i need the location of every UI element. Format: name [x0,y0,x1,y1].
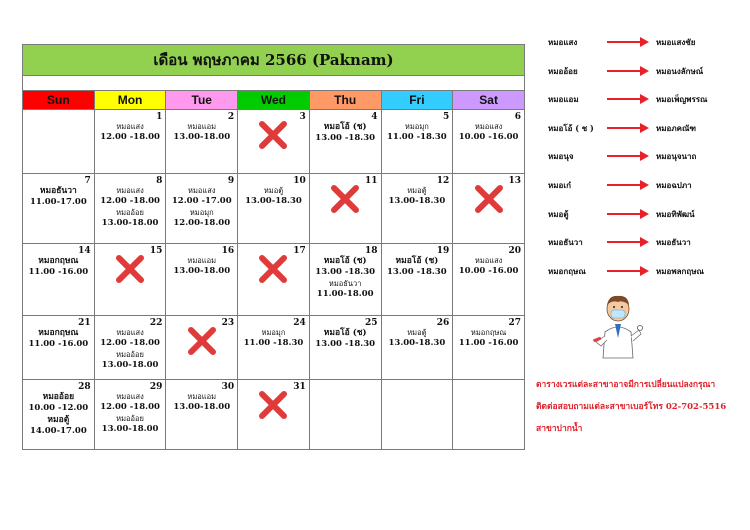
shift-doctor: หมอกฤษณ [38,256,79,266]
weekday-header-tue: Tue [166,91,238,110]
legend-row [548,34,748,50]
shift-time: 11.00 -16.00 [28,339,89,350]
calendar-day-10 [238,174,310,244]
weekday-header-mon: Mon [94,91,166,110]
calendar [22,44,525,450]
calendar-day-8 [94,174,166,244]
contact-note-line: ตารางเวรแต่ละสาขาอาจมีการเปลี่ยนแปลงกรุณา [536,380,716,390]
legend-row [548,63,748,79]
calendar-title: เดือน พฤษภาคม 2566 (Paknam) [22,44,525,76]
calendar-day-28 [23,380,95,450]
legend-full-name: หมอภคณัฑ [656,123,697,133]
shift-doctor: หมอแอม [187,256,217,265]
day-number: 18 [364,246,378,256]
day-number: 30 [221,382,235,392]
shift-time: 13.00 -18.30 [315,267,376,278]
shift-time: 10.00 -12.00 [28,403,89,414]
calendar-day-22 [94,316,166,380]
shift-doctor: หมออ้อย [116,413,144,423]
legend-short-name: หมอแอม [548,94,579,104]
calendar-day-31 [238,380,310,450]
weekday-header-row [23,91,525,110]
shift-doctor: หมออ้อย [116,349,144,359]
shift-time: 13.00-18.30 [245,196,302,207]
shift-time: 13.00 -18.30 [387,267,447,278]
closed-x-icon [258,390,288,420]
day-number: 13 [508,176,521,186]
legend-row [548,148,748,164]
shift-time: 12.00 -18.00 [100,196,160,207]
legend-row [548,263,748,279]
shift-time: 13.00-18.00 [173,266,231,277]
shift-doctor: หมอธันวา [39,186,77,196]
calendar-day-16 [166,244,238,316]
calendar-grid [22,90,525,450]
day-number: 9 [227,176,235,186]
legend-short-name: หมอโอ้ ( ช ) [548,123,594,133]
shift-doctor: หมอแสง [474,256,503,265]
shift-doctor: หมอแสง [116,122,144,131]
weekday-header-wed: Wed [238,91,310,110]
shift-time: 11.00 -18.30 [387,132,447,143]
red-arrow-icon [606,93,650,105]
shift-doctor: หมอแสง [474,122,503,131]
shift-time: 13.00-18.00 [101,423,159,434]
shift-time: 11.00 -16.00 [28,267,89,278]
red-arrow-icon [606,208,650,220]
legend-full-name: หมอฉปภา [656,180,692,190]
shift-doctor: หมอแสง [116,328,144,337]
shift-doctor: หมอตู้ [407,328,427,337]
calendar-day-27 [453,316,525,380]
red-arrow-icon [606,36,650,48]
day-number: 26 [436,318,450,328]
shift-doctor: หมอโอ้ (ช) [323,328,367,338]
shift-time: 13.00-18.00 [101,359,159,370]
closed-x-icon [258,120,288,150]
closed-x-icon [474,184,504,214]
day-number: 25 [364,318,378,328]
calendar-day-9 [166,174,238,244]
shift-time: 10.00 -16.00 [458,132,519,143]
shift-time: 13.00-18.00 [101,217,159,228]
legend-full-name: หมอธันวา [656,237,691,247]
shift-doctor: หมอแอม [187,392,217,401]
legend-short-name: หมอธันวา [548,237,583,247]
calendar-day-20 [453,244,525,316]
closed-x-icon [330,184,360,214]
calendar-day-2 [166,110,238,174]
title-spacer [22,76,525,90]
shift-doctor: หมอแสง [116,186,144,195]
shift-doctor: หมอธันวา [328,278,362,288]
day-number: 14 [78,246,91,256]
calendar-day-3 [238,110,310,174]
calendar-day-21 [23,316,95,380]
shift-doctor: หมอแสง [116,392,144,401]
shift-doctor: หมอตู้ [263,186,284,195]
weekday-header-fri: Fri [381,91,453,110]
shift-time: 12.00 -18.00 [100,338,160,349]
day-number: 29 [149,382,163,392]
legend-short-name: หมอเก๋ [548,180,571,190]
closed-x-icon [115,254,145,284]
legend-row [548,91,748,107]
calendar-day-30 [166,380,238,450]
shift-doctor: หมอมุก [404,122,429,131]
legend-full-name: หมอนงลักษณ์ [656,66,704,76]
day-number: 20 [508,246,521,256]
shift-time: 12.00 -18.00 [100,132,160,143]
shift-list [453,110,524,144]
calendar-day-5 [381,110,453,174]
legend-row [548,120,748,136]
day-number: 17 [293,246,306,256]
closed-x-icon [258,254,288,284]
red-arrow-icon [606,65,650,77]
calendar-day-24 [238,316,310,380]
day-number: 21 [78,318,91,328]
calendar-day-4 [309,110,381,174]
day-number: 10 [293,176,306,186]
day-number: 6 [514,112,521,122]
day-number: 11 [364,176,378,186]
shift-doctor: หมอโอ้ (ช) [323,256,367,266]
calendar-day-empty [309,380,381,450]
red-arrow-icon [606,265,650,277]
red-arrow-icon [606,236,650,248]
shift-time: 13.00-18.30 [388,338,446,349]
shift-time: 13.00 -18.30 [315,339,376,350]
calendar-day-empty [453,380,525,450]
day-number: 22 [149,318,163,328]
closed-marker [238,110,309,150]
shift-doctor: หมอตู้ [47,414,70,425]
shift-time: 12.00-18.00 [173,217,231,228]
legend-full-name: หมอแสงชัย [656,37,696,47]
weekday-header-thu: Thu [309,91,381,110]
contact-notes [536,374,748,440]
shift-time: 14.00-17.00 [29,426,87,437]
shift-doctor: หมอโอ้ (ช) [395,256,439,266]
day-number: 31 [293,382,306,392]
legend-full-name: หมอเพ็ญพรรณ [656,94,708,104]
day-number: 24 [293,318,306,328]
shift-list [166,110,237,144]
shift-doctor: หมออ้อย [116,207,144,217]
shift-doctor: หมอกฤษณ [470,328,507,337]
shift-time: 11.00 -18.30 [243,338,304,349]
shift-doctor: หมอมุก [261,328,286,337]
shift-doctor: หมอแอม [187,122,217,131]
legend-full-name: หมอทิพัฒน์ [656,209,695,219]
shift-time: 13.00 -18.30 [315,133,376,144]
day-number: 27 [508,318,521,328]
day-number: 3 [299,112,306,122]
shift-list [310,110,381,145]
legend-short-name: หมอแสง [548,37,578,47]
legend-short-name: หมออ้อย [548,66,578,76]
shift-doctor: หมอกฤษณ [38,328,79,338]
legend-short-name: หมอนุจ [548,151,574,161]
contact-note-line: ติดต่อสอบถามแต่ละสาขาเบอร์โทร 02-702-5516 [536,402,727,412]
calendar-week-row [23,380,525,450]
shift-list [166,174,237,229]
shift-time: 13.00-18.00 [173,402,231,413]
legend-full-name: หมอนุจนาถ [656,151,697,161]
red-arrow-icon [606,179,650,191]
day-number: 5 [442,112,450,122]
calendar-day-empty [23,110,95,174]
calendar-day-23 [166,316,238,380]
calendar-day-15 [94,244,166,316]
calendar-day-25 [309,316,381,380]
legend-row [548,234,748,250]
calendar-day-12 [381,174,453,244]
shift-list [95,110,166,144]
calendar-week-row [23,244,525,316]
day-number: 12 [436,176,450,186]
legend-row [548,177,748,193]
doctor-illustration-icon [593,292,643,360]
calendar-week-row [23,110,525,174]
day-number: 1 [156,112,163,122]
day-number: 2 [227,112,235,122]
shift-time: 12.00 -17.00 [171,196,232,207]
weekday-header-sun: Sun [23,91,95,110]
calendar-day-26 [381,316,453,380]
legend-short-name: หมอกฤษณ [548,266,586,276]
shift-time: 13.00-18.00 [173,132,231,143]
day-number: 8 [156,176,163,186]
legend-short-name: หมอตู้ [548,209,569,219]
closed-x-icon [187,326,217,356]
shift-doctor: หมอแสง [188,186,216,195]
shift-time: 11.00 -16.00 [458,338,519,349]
calendar-week-row [23,316,525,380]
calendar-day-6 [453,110,525,174]
contact-note-line: สาขาปากน้ำ [536,424,583,434]
calendar-week-row [23,174,525,244]
day-number: 28 [78,382,91,392]
legend-row [548,206,748,222]
shift-list [382,110,453,144]
shift-time: 12.00 -18.00 [100,402,160,413]
day-number: 15 [149,246,163,256]
calendar-day-14 [23,244,95,316]
calendar-day-29 [94,380,166,450]
shift-doctor: หมอมุก [189,207,214,217]
calendar-day-17 [238,244,310,316]
shift-time: 10.00 -16.00 [458,266,519,277]
shift-list [23,174,94,209]
shift-list [95,174,166,229]
shift-time: 11.00-18.00 [316,289,374,300]
shift-time: 13.00-18.30 [388,196,446,207]
calendar-day-empty [381,380,453,450]
shift-doctor: หมอตู้ [407,186,427,195]
weekday-header-sat: Sat [453,91,525,110]
calendar-day-18 [309,244,381,316]
calendar-day-13 [453,174,525,244]
day-number: 4 [371,112,378,122]
red-arrow-icon [606,150,650,162]
shift-time: 11.00-17.00 [29,197,87,208]
calendar-day-1 [94,110,166,174]
shift-doctor: หมอโอ้ (ช) [323,122,367,132]
day-number: 19 [436,246,450,256]
day-number: 23 [221,318,235,328]
red-arrow-icon [606,122,650,134]
calendar-day-7 [23,174,95,244]
day-number: 16 [221,246,235,256]
legend-full-name: หมอพลกฤษณ [656,266,704,276]
calendar-day-11 [309,174,381,244]
shift-doctor: หมออ้อย [42,392,75,402]
calendar-day-19 [381,244,453,316]
day-number: 7 [84,176,91,186]
